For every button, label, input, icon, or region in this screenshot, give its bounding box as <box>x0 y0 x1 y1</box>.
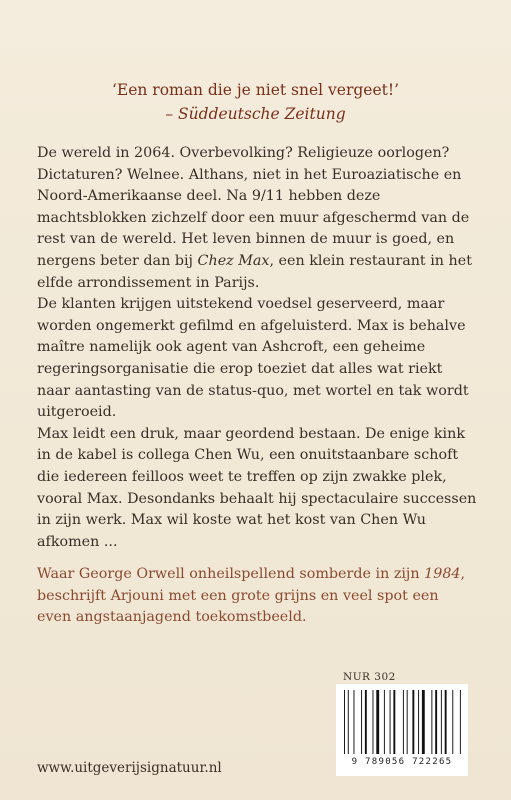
closing-paragraph: Waar George Orwell onheilspellend somberde in zijn 1984, beschrijft Arjouni met een grote grijns en veel spot een even angstaanjagend toekomstbeeld. <box>37 566 466 626</box>
barcode-bar <box>452 690 453 754</box>
quote-attribution: – Süddeutsche Zeitung <box>165 105 346 123</box>
barcode-bar <box>412 690 414 754</box>
barcode-bar <box>393 690 395 754</box>
barcode-bar <box>348 690 349 754</box>
orwell-title: 1984 <box>424 566 461 582</box>
barcode-bar <box>407 690 408 754</box>
synopsis-paragraph-3: Max leidt een druk, maar geordend bestaan. De enige kink in de kabel is collega Chen Wu, een onuitstaanbare schoft die iedereen feilloos weet te treffen op zijn zwakke plek, vooral Max. Desondanks behaalt hij spectaculaire successen in zijn werk. Max wil koste wat het kost van Chen Wu afkomen ... <box>37 425 477 550</box>
barcode-bar <box>384 690 385 754</box>
synopsis-paragraph-2: De klanten krijgen uitstekend voedsel geserveerd, maar worden ongemerkt gefilmd en afgeluisterd. Max is behalve maître namelijk ook agent van Ashcroft, een geheime regeringsorganisatie die erop toeziet dat alles wat riekt naar aantasting van de status-quo, met wortel en tak wordt uitgeroeid. <box>37 296 469 421</box>
barcode-bar <box>460 690 461 754</box>
barcode-bar <box>445 690 447 754</box>
barcode-bars <box>342 690 462 756</box>
barcode-bar <box>431 690 432 754</box>
quote-text: ‘Een roman die je niet snel vergeet!’ <box>111 81 400 99</box>
barcode-bar <box>441 690 442 754</box>
barcode-bar <box>390 690 391 754</box>
barcode-bar <box>422 690 425 754</box>
barcode-bar <box>403 690 404 754</box>
publisher-website[interactable]: www.uitgeverijsignatuur.nl <box>37 760 222 776</box>
barcode-bar <box>344 690 345 754</box>
barcode-bar <box>376 690 379 754</box>
synopsis <box>37 143 477 553</box>
barcode-bar <box>354 690 355 754</box>
isbn-digits: 9 789056 722265 <box>351 757 453 767</box>
barcode-bar <box>365 690 367 754</box>
nur-code: NUR 302 <box>343 671 396 683</box>
synopsis-paragraph-1: De wereld in 2064. Overbevolking? Religieuze oorlogen? Dictaturen? Welnee. Althans, niet in het Euroaziatische en Noord-Amerikaanse deel. Na 9/11 hebben deze machtsblokken zichzelf door een muur afgeschermd van de rest van de wereld. Het leven binnen de muur is goed, en nergens beter dan bij Chez Max, een klein restaurant in het elfde arrondissement in Parijs. <box>37 145 472 291</box>
barcode-bar <box>435 690 437 754</box>
restaurant-name: Chez Max <box>197 252 270 269</box>
barcode-bar <box>361 690 362 754</box>
barcode-bar <box>373 690 374 754</box>
barcode-bar <box>418 690 419 754</box>
isbn-barcode <box>336 684 468 776</box>
